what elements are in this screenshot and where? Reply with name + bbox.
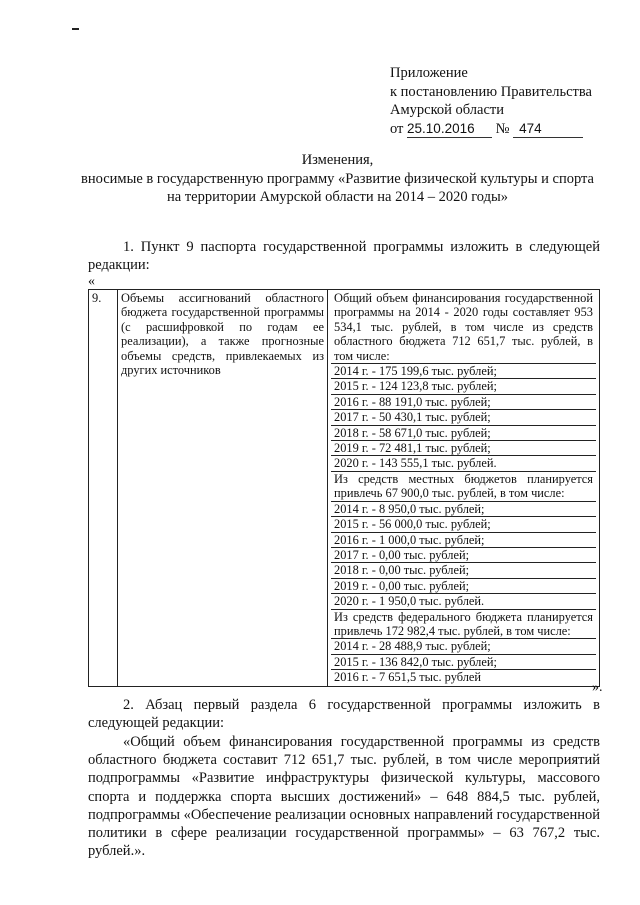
total-funding: Общий объем финансирования государственной программы на 2014 - 2020 годы составляет 953 534,1 тыс. рублей, в том числе из средств областного бюджета 712 651,7 тыс. рублей, в том числе:	[331, 291, 596, 364]
passport-table	[88, 289, 600, 687]
federal-funding: Из средств федерального бюджета планируется привлечь 172 982,4 тыс. рублей, в том числе:	[331, 610, 596, 640]
funding-details	[328, 290, 600, 687]
regional-year: 2017 г. - 50 430,1 тыс. рублей;	[331, 410, 596, 425]
number-label: №	[495, 120, 510, 137]
federal-year: 2016 г. - 7 651,5 тыс. рублей	[334, 670, 482, 685]
local-year: 2016 г. - 1 000,0 тыс. рублей;	[331, 533, 596, 548]
title-subtitle: вносимые в государственную программу «Развитие физической культуры и спорта на территории Амурской области на 2014 – 2020 годы»	[81, 170, 594, 205]
regional-year: 2016 г. - 88 191,0 тыс. рублей;	[331, 395, 596, 410]
paragraph-2	[88, 697, 600, 732]
appendix-line: Приложение	[390, 65, 468, 81]
regional-year: 2018 г. - 58 671,0 тыс. рублей;	[331, 426, 596, 441]
local-year: 2017 г. - 0,00 тыс. рублей;	[331, 548, 596, 563]
decree-number: 474	[513, 121, 583, 138]
quote-open: «	[88, 274, 95, 289]
paragraph-3	[88, 733, 600, 860]
paragraph-1-text: 1. Пункт 9 паспорта государственной программы изложить в следующей редакции:	[88, 239, 600, 273]
appendix-line: к постановлению Правительства	[390, 83, 592, 100]
local-year: 2015 г. - 56 000,0 тыс. рублей;	[331, 517, 596, 532]
local-year: 2020 г. - 1 950,0 тыс. рублей.	[331, 594, 596, 609]
title-heading: Изменения,	[301, 152, 374, 168]
regional-year: 2014 г. - 175 199,6 тыс. рублей;	[331, 364, 596, 379]
regional-year: 2019 г. - 72 481,1 тыс. рублей;	[331, 441, 596, 456]
scan-mark	[72, 28, 79, 30]
row-number: 9.	[89, 290, 118, 687]
decree-date-line	[390, 120, 592, 139]
document-title	[80, 151, 595, 207]
local-year: 2014 г. - 8 950,0 тыс. рублей;	[331, 502, 596, 517]
federal-year: 2015 г. - 136 842,0 тыс. рублей;	[331, 655, 596, 670]
local-year: 2019 г. - 0,00 тыс. рублей;	[331, 579, 596, 594]
local-year: 2018 г. - 0,00 тыс. рублей;	[331, 563, 596, 578]
from-label: от	[390, 120, 404, 137]
regional-year: 2020 г. - 143 555,1 тыс. рублей.	[331, 456, 596, 471]
paragraph-1	[88, 239, 600, 274]
regional-year: 2015 г. - 124 123,8 тыс. рублей;	[331, 379, 596, 394]
quote-close: ».	[592, 680, 603, 695]
paragraph-3-text: «Общий объем финансирования государственной программы из средств областного бюджета составит 712 651,7 тыс. рублей, в том числе мероприятий подпрограммы «Развитие инфраструктуры физической культуры, массового спорта и поддержка спорта высших достижений» – 648 884,5 тыс. рублей, подпрограммы «Обеспечение реализации основных направлений государственной политики в сфере реализации государственной программы» – 63 767,2 тыс. рублей.».	[88, 734, 600, 860]
federal-year: 2014 г. - 28 488,9 тыс. рублей;	[331, 639, 596, 654]
appendix-header	[390, 64, 592, 138]
item-name: Объемы ассигнований областного бюджета государственной программы (с расшифровкой по годам ее реализации), а также прогнозные объемы средств, привлекаемых из других источников	[118, 290, 328, 687]
appendix-line: Амурской области	[390, 102, 504, 118]
paragraph-2-text: 2. Абзац первый раздела 6 государственной программы изложить в следующей редакции:	[88, 697, 600, 731]
table-row	[89, 290, 600, 687]
decree-date: 25.10.2016	[407, 121, 492, 138]
local-funding: Из средств местных бюджетов планируется привлечь 67 900,0 тыс. рублей, в том числе:	[331, 472, 596, 502]
